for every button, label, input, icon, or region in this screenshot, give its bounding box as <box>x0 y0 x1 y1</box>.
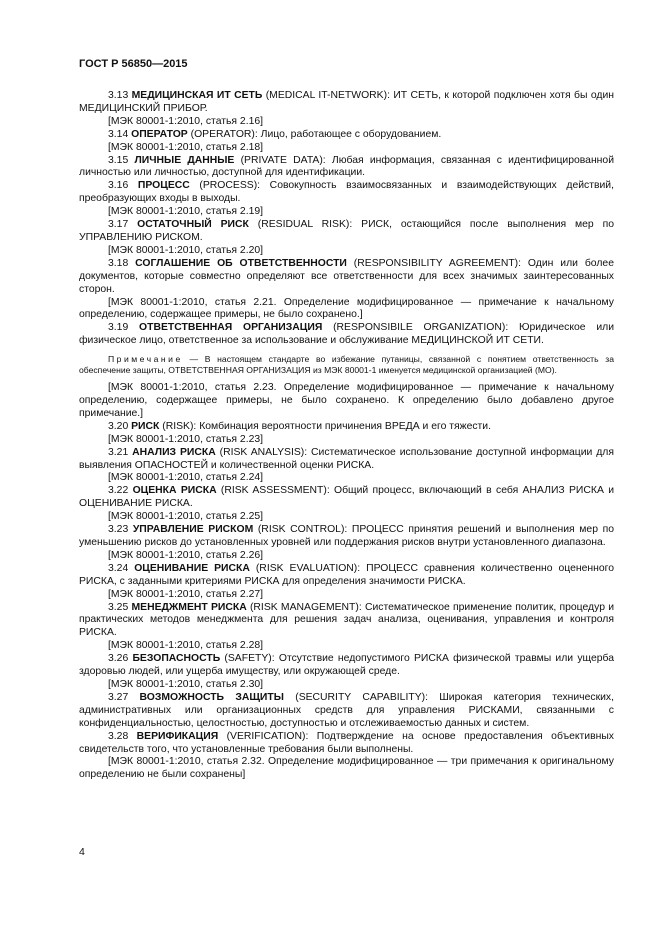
note <box>79 354 614 376</box>
reference: [МЭК 80001-1:2010, статья 2.24] <box>108 472 264 484</box>
definition <box>79 129 614 142</box>
document-id: ГОСТ Р 56850—2015 <box>79 58 188 70</box>
definition <box>79 219 614 245</box>
reference: [МЭК 80001-1:2010, статья 2.21. Определение модифицированное — примечание к начальному определению, содержащее примеры, не было сохранено.] <box>79 296 614 321</box>
reference: [МЭК 80001-1:2010, статья 2.18] <box>108 141 264 153</box>
reference: [МЭК 80001-1:2010, статья 2.16] <box>108 115 264 127</box>
term-name: ВОЗМОЖНОСТЬ ЗАЩИТЫ <box>139 691 284 703</box>
term-number: 3.27 <box>108 691 129 703</box>
definition <box>79 258 614 297</box>
definition-text: (SECURITY CAPABILITY): Широкая категория технических, административных или организационных средств для управления РИСКАМИ, связанными с конфиденциальностью, целостностью, доступностью и отслеживаемостью данных и систем. <box>79 691 615 729</box>
definition-text: (OPERATOR): Лицо, работающее с оборудованием. <box>187 128 442 140</box>
term-number: 3.15 <box>108 154 129 166</box>
term-name: УПРАВЛЕНИЕ РИСКОМ <box>132 524 254 536</box>
term-name: ЛИЧНЫЕ ДАННЫЕ <box>134 154 235 166</box>
entry-3-15 <box>79 155 614 181</box>
term-name: ОПЕРАТОР <box>131 128 188 140</box>
term-name: СОГЛАШЕНИЕ ОБ ОТВЕТСТВЕННОСТИ <box>135 257 347 269</box>
term-name: ВЕРИФИКАЦИЯ <box>136 730 219 742</box>
term-number: 3.18 <box>108 257 129 269</box>
term-name: ОЦЕНКА РИСКА <box>132 485 217 497</box>
term-number: 3.14 <box>108 128 129 140</box>
definition-text: (PROCESS): Совокупность взаимосвязанных и взаимодействующих действий, преобразующих входы в выходы. <box>79 180 614 205</box>
definition-text: (RISK ANALYSIS): Систематическое использование доступной информации для выявления ОПАСНОСТЕЙ и количественной оценки РИСКА. <box>79 446 614 471</box>
term-name: ПРОЦЕСС <box>137 180 190 192</box>
definition-text: (RESPONSIBILE ORGANIZATION): Юридическое или физическое лицо, ответственное за использование и обслуживание МЕДИЦИНСКОЙ ИТ СЕТИ. <box>79 322 615 347</box>
entry-3-18 <box>79 258 614 323</box>
page-number: 4 <box>79 846 85 858</box>
definition <box>79 692 614 731</box>
definition-text: (MEDICAL IT-NETWORK): ИТ СЕТЬ, к которой подключен хотя бы один МЕДИЦИНСКИЙ ПРИБОР. <box>79 90 614 114</box>
term-number: 3.24 <box>108 562 129 574</box>
term-number: 3.19 <box>108 322 129 334</box>
reference: [МЭК 80001-1:2010, статья 2.23] <box>108 433 264 445</box>
entry-3-20 <box>79 421 614 447</box>
term-name: ОЦЕНИВАНИЕ РИСКА <box>134 562 250 574</box>
entry-3-26 <box>79 653 614 692</box>
term-number: 3.28 <box>108 730 129 742</box>
definition <box>79 602 614 641</box>
term-number: 3.20 <box>108 420 129 432</box>
term-name: МЕНЕДЖМЕНТ РИСКА <box>131 601 247 613</box>
definition <box>79 447 614 473</box>
term-number: 3.22 <box>108 485 129 497</box>
entry-3-17 <box>79 219 614 258</box>
note-text: — В настоящем стандарте во избежание путаницы, связанной с понятием ответственность за обеспечение защиты, ОТВЕТСТВЕННАЯ ОРГАНИЗАЦИЯ из МЭК 80001-1 именуется медицинской организацией (МО). <box>79 354 614 376</box>
entry-3-28 <box>79 731 614 783</box>
term-name: БЕЗОПАСНОСТЬ <box>132 653 221 665</box>
entry-3-21 <box>79 447 614 486</box>
note-label: Примечание <box>108 354 183 365</box>
entry-3-24 <box>79 563 614 602</box>
entry-3-16 <box>79 180 614 219</box>
term-number: 3.23 <box>108 524 129 536</box>
reference: [МЭК 80001-1:2010, статья 2.20] <box>108 244 264 256</box>
definition <box>79 180 614 206</box>
definition <box>79 155 614 181</box>
definition-text: (RISK MANAGEMENT): Систематическое применение политик, процедур и практических методов менеджмента для решения задач анализа, оценивания, управления и контроля РИСКА. <box>79 601 615 639</box>
term-number: 3.26 <box>108 653 129 665</box>
definition-text: (RISK EVALUATION): ПРОЦЕСС сравнения количественно оцененного РИСКА, с заданными критериями РИСКА для определения значимости РИСКА. <box>79 562 614 587</box>
definition-text: (RISK ASSESSMENT): Общий процесс, включающий в себя АНАЛИЗ РИСКА и ОЦЕНИВАНИЕ РИСКА. <box>79 485 614 510</box>
definition-text: (RISK CONTROL): ПРОЦЕСС принятия решений и выполнения мер по уменьшению рисков до установленных уровней или поддержания рисков внутри установленного диапазона. <box>79 524 614 548</box>
term-number: 3.25 <box>108 601 129 613</box>
definition-text: (RESIDUAL RISK): РИСК, остающийся после выполнения мер по УПРАВЛЕНИЮ РИСКОМ. <box>79 219 614 243</box>
definition-text: (RISK): Комбинация вероятности причинения ВРЕДА и его тяжести. <box>159 420 491 432</box>
term-name: АНАЛИЗ РИСКА <box>132 446 216 458</box>
definition <box>79 524 614 550</box>
entry-3-14 <box>79 129 614 155</box>
term-name: РИСК <box>131 420 160 432</box>
term-name: МЕДИЦИНСКАЯ ИТ СЕТЬ <box>131 90 263 101</box>
definition-text: (RESPONSIBILITY AGREEMENT): Один или более документов, которые совместно определяют все ответственности для всех значимых заинтересованных сторон. <box>79 257 614 295</box>
document-body <box>79 90 614 782</box>
entry-3-19 <box>79 322 614 421</box>
reference: [МЭК 80001-1:2010, статья 2.25] <box>108 511 264 523</box>
reference: [МЭК 80001-1:2010, статья 2.26] <box>108 549 264 561</box>
definition <box>79 731 614 757</box>
definition-text: (PRIVATE DATA): Любая информация, связанная с идентифицированной личностью или личностью, доступной для идентификации. <box>79 154 615 179</box>
entry-3-25 <box>79 602 614 654</box>
term-name: ОТВЕТСТВЕННАЯ ОРГАНИЗАЦИЯ <box>139 322 323 334</box>
term-number: 3.21 <box>108 446 129 458</box>
definition <box>79 322 614 348</box>
term-number: 3.17 <box>108 219 129 231</box>
reference: [МЭК 80001-1:2010, статья 2.27] <box>108 588 264 600</box>
definition <box>79 485 614 511</box>
entry-3-13 <box>79 90 614 129</box>
definition <box>79 563 614 589</box>
reference: [МЭК 80001-1:2010, статья 2.32. Определение модифицированное — три примечания к оригинальному определению не были сохранены] <box>79 756 614 781</box>
entry-3-27 <box>79 692 614 731</box>
reference: [МЭК 80001-1:2010, статья 2.23. Определение модифицированное — примечание к начальному определению, содержащее примеры, не было сохранено. К определению было добавлено другое примечание.] <box>79 382 614 419</box>
definition <box>79 421 614 434</box>
reference: [МЭК 80001-1:2010, статья 2.28] <box>108 640 264 652</box>
entry-3-23 <box>79 524 614 563</box>
definition-text: (VERIFICATION): Подтверждение на основе предоставления объективных свидетельств того, что установленные требования были выполнены. <box>79 730 614 755</box>
term-name: ОСТАТОЧНЫЙ РИСК <box>137 219 249 231</box>
reference: [МЭК 80001-1:2010, статья 2.30] <box>108 678 264 690</box>
definition <box>79 90 614 116</box>
definition-text: (SAFETY): Отсутствие недопустимого РИСКА физической травмы или ущерба здоровью людей, или ущерба имуществу, или окружающей среде. <box>79 653 615 678</box>
term-number: 3.13 <box>108 90 129 101</box>
reference: [МЭК 80001-1:2010, статья 2.19] <box>108 206 264 218</box>
entry-3-22 <box>79 485 614 524</box>
definition <box>79 653 614 679</box>
term-number: 3.16 <box>108 180 129 192</box>
